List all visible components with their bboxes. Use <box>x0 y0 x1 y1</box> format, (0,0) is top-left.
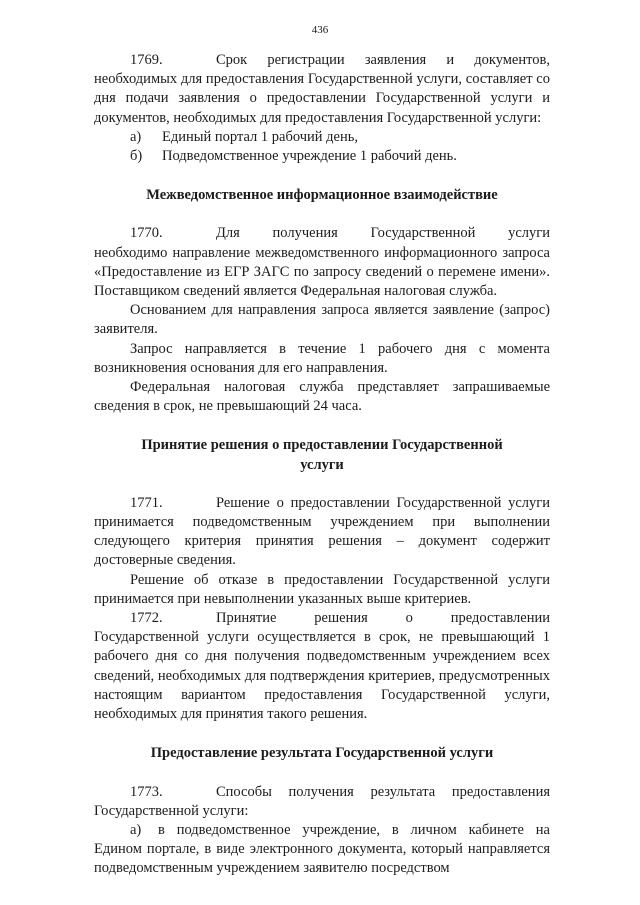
paragraph-1772-first-line <box>94 609 550 628</box>
paragraph-1773-first-line <box>94 783 550 802</box>
clause-1769-text-first: Срок регистрации заявления и документов, <box>216 52 550 68</box>
clause-number-1769: 1769. <box>130 52 163 68</box>
list-item-1773-a-rest: Едином портале, в виде электронного документа, который направляется подведомственным учреждением заявителю посредством <box>94 841 550 877</box>
paragraph-1770-timing: Запрос направляется в течение 1 рабочего дня с момента возникновения основания для его направления. <box>94 340 550 376</box>
paragraph-1771-rest: принимается подведомственным учреждением при выполнении следующего критерия принятия решения – документ содержит достоверные сведения. <box>94 514 550 569</box>
paragraph-1770-first-line <box>94 224 550 243</box>
clause-1773-text-first: Способы получения результата предоставления <box>216 783 550 800</box>
paragraph-1771-first-line <box>94 494 550 513</box>
list-text: Подведомственное учреждение 1 рабочий день. <box>162 148 457 165</box>
section-heading-interagency: Межведомственное информационное взаимодействие <box>146 187 498 204</box>
paragraph-1773-rest: Государственной услуги: <box>94 802 249 819</box>
section-heading-result: Предоставление результата Государственной услуги <box>150 745 494 762</box>
paragraph-1770-fns: Федеральная налоговая служба представляет запрашиваемые сведения в срок, не превышающий 24 часа. <box>94 379 550 415</box>
clause-1770-text-first: Для получения Государственной услуги <box>216 225 550 242</box>
clause-number-1772: 1772. <box>130 610 163 627</box>
section-heading-decision <box>94 436 550 474</box>
paragraph-1771-refusal: Решение об отказе в предоставлении Государственной услуги принимается при невыполнении указанных выше критериев. <box>94 571 550 607</box>
list-item-1769-a <box>94 128 550 147</box>
clause-number-1770: 1770. <box>130 225 163 242</box>
list-text: Единый портал 1 рабочий день, <box>162 128 358 145</box>
list-item-1769-b <box>94 147 550 166</box>
paragraph-1769-rest: необходимых для предоставления Государственной услуги, составляет со дня подачи заявления о предоставлении Государственной услуги и документов, необходимых для предоставления Государственной услуги: <box>94 71 550 126</box>
paragraph-1772-rest: Государственной услуги осуществляется в срок, не превышающий 1 рабочего дня со дня получения подведомственным учреждением всех сведений, необходимых для подтверждения критериев, предусмотренных настоящим вариантом предоставления Государственной услуги, необходимых для принятия такого решения. <box>94 629 550 723</box>
clause-1772-text-first: Принятие решения о предоставлении <box>216 610 550 627</box>
list-label: а) <box>130 821 142 838</box>
list-item-1773-a-first-line <box>94 821 550 840</box>
clause-number-1773: 1773. <box>130 783 163 800</box>
section-heading-decision-line1: Принятие решения о предоставлении Государственной <box>141 437 503 454</box>
paragraph-1769-first-line <box>94 51 550 70</box>
paragraph-1770-basis: Основанием для направления запроса является заявление (запрос) заявителя. <box>94 302 550 338</box>
clause-1771-text-first: Решение о предоставлении Государственной услуги <box>216 494 550 511</box>
paragraph-1770-rest: необходимо направление межведомственного информационного запроса «Предоставление из ЕГР ЗАГС по запросу сведений о перемене имени». Поставщиком сведений является Федеральная налоговая служба. <box>94 244 550 300</box>
clause-number-1771: 1771. <box>130 494 163 511</box>
document-body <box>94 51 550 879</box>
section-heading-decision-line2: услуги <box>300 456 344 473</box>
page-number: 436 <box>311 24 329 36</box>
list-label: б) <box>130 148 143 165</box>
list-item-1773-a-text-first: в подведомственное учреждение, в личном кабинете на <box>158 821 550 838</box>
list-label: а) <box>130 128 142 145</box>
